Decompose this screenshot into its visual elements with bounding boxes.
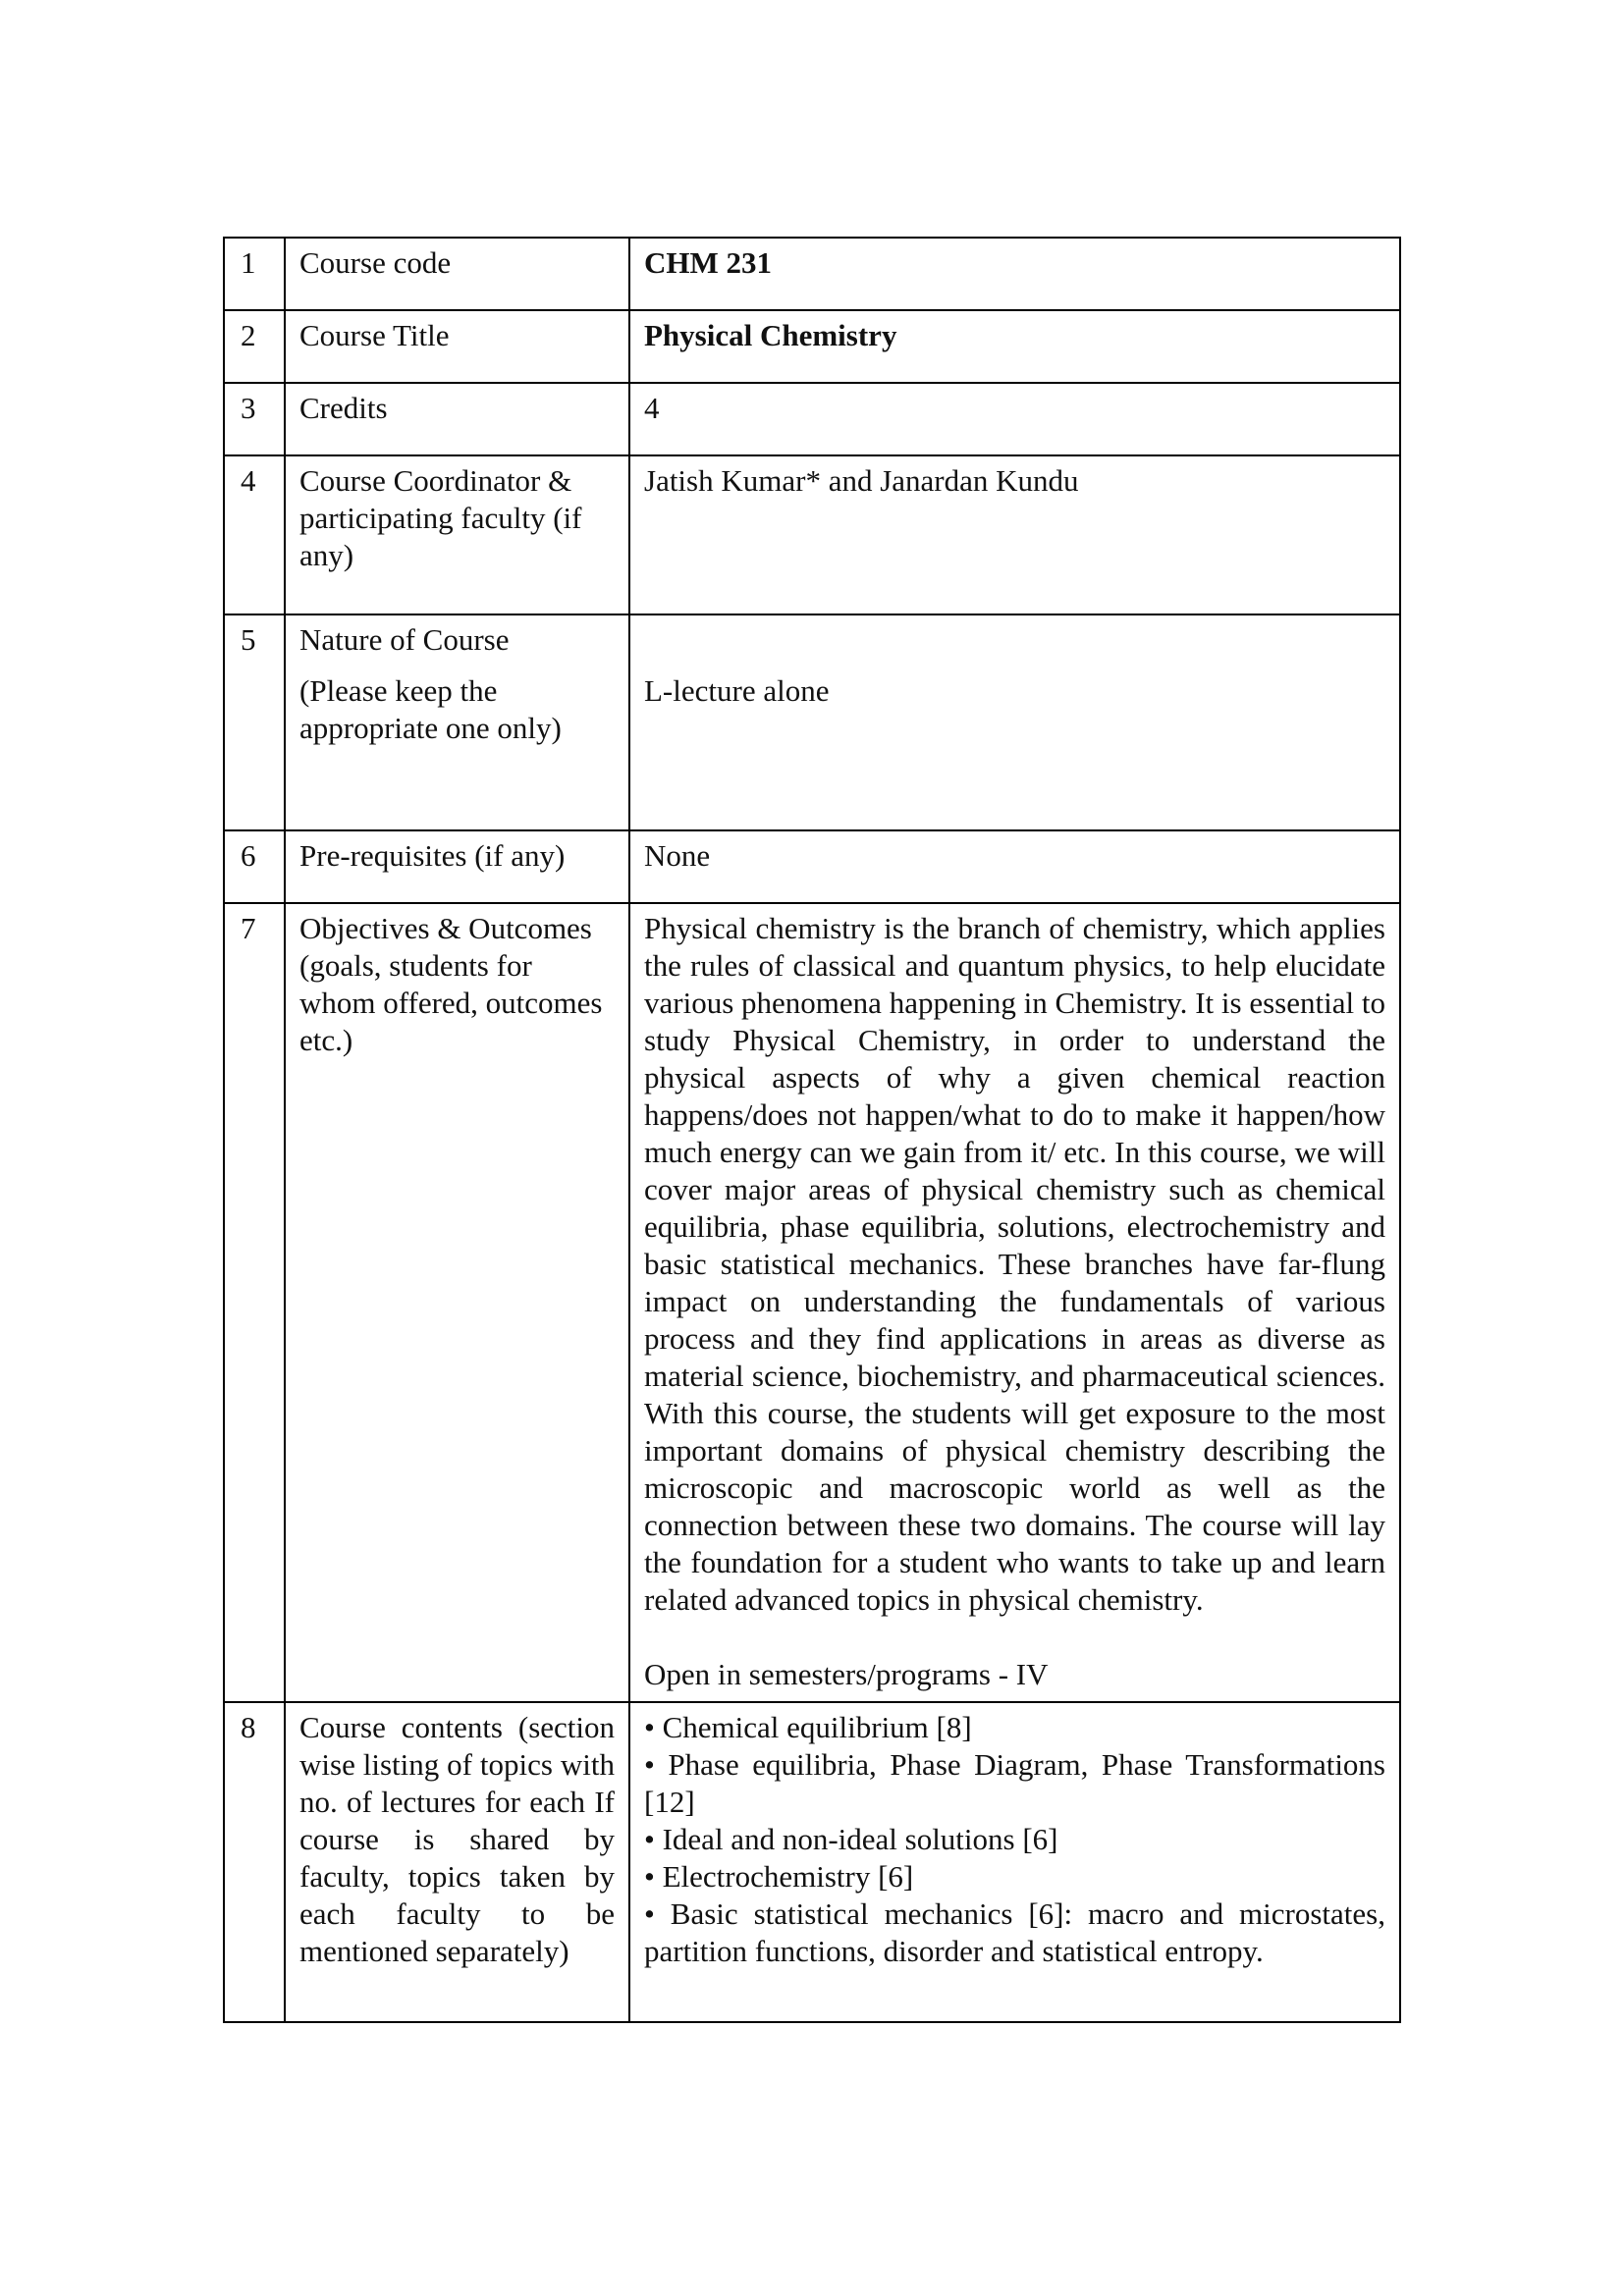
course-details-table [223, 237, 1401, 2023]
table-row [224, 614, 1400, 830]
row-label: Course code [285, 238, 629, 310]
prerequisites-value: None [629, 830, 1400, 903]
row-number: 8 [224, 1702, 285, 2022]
row-number: 3 [224, 383, 285, 455]
row-label-note: (Please keep the appropriate one only) [299, 673, 562, 745]
semester-note: Open in semesters/programs - IV [644, 1657, 1049, 1691]
list-item: • Basic statistical mechanics [6]: macro and microstates, partition functions, disorder and statistical entropy. [644, 1896, 1385, 1968]
table-row [224, 1702, 1400, 2022]
table-row [224, 903, 1400, 1702]
row-number: 4 [224, 455, 285, 614]
table-row [224, 830, 1400, 903]
course-title-value: Physical Chemistry [629, 310, 1400, 383]
course-code-value: CHM 231 [629, 238, 1400, 310]
list-item: • Chemical equilibrium [8] [644, 1710, 972, 1744]
row-number: 1 [224, 238, 285, 310]
row-number: 6 [224, 830, 285, 903]
row-label: Course Title [285, 310, 629, 383]
table-row [224, 238, 1400, 310]
list-item: • Ideal and non-ideal solutions [6] [644, 1822, 1058, 1856]
list-item: • Electrochemistry [6] [644, 1859, 914, 1894]
credits-value: 4 [629, 383, 1400, 455]
table-row [224, 383, 1400, 455]
row-number: 2 [224, 310, 285, 383]
row-label: Course Coordinator & participating faculty (if any) [285, 455, 629, 614]
row-label: Course contents (section wise listing of topics with no. of lectures for each If course is shared by faculty, topics taken by each faculty to be mentioned separately) [285, 1702, 629, 2022]
row-label-cell [285, 614, 629, 830]
table-row [224, 310, 1400, 383]
objectives-cell [629, 903, 1400, 1702]
faculty-value: Jatish Kumar* and Janardan Kundu [629, 455, 1400, 614]
row-label: Objectives & Outcomes (goals, students for whom offered, outcomes etc.) [285, 903, 629, 1702]
contents-cell [629, 1702, 1400, 2022]
row-label: Pre-requisites (if any) [285, 830, 629, 903]
table-row [224, 455, 1400, 614]
nature-cell [629, 614, 1400, 830]
list-item: • Phase equilibria, Phase Diagram, Phase Transformations [12] [644, 1747, 1385, 1819]
nature-value: L-lecture alone [644, 673, 830, 708]
row-label: Credits [285, 383, 629, 455]
row-label: Nature of Course [299, 622, 510, 657]
objectives-text: Physical chemistry is the branch of chemistry, which applies the rules of classical and quantum physics, to help elucidate various phenomena happening in Chemistry. It is essential to study Physical Chemistry, in order to understand the physical aspects of why a given chemical reaction happens/does not happen/what to do to make it happen/how much energy can we gain from it/ etc. In this course, we will cover major areas of physical chemistry such as chemical equilibria, phase equilibria, solutions, electrochemistry and basic statistical mechanics. These branches have far-flung impact on understanding the fundamentals of various process and they find applications in areas as diverse as material science, biochemistry, and pharmaceutical sciences. With this course, the students will get exposure to the most important domains of physical chemistry describing the microscopic and macroscopic world as well as the connection between these two domains. The course will lay the foundation for a student who wants to take up and learn related advanced topics in physical chemistry. [644, 911, 1385, 1617]
row-number: 7 [224, 903, 285, 1702]
row-number: 5 [224, 614, 285, 830]
